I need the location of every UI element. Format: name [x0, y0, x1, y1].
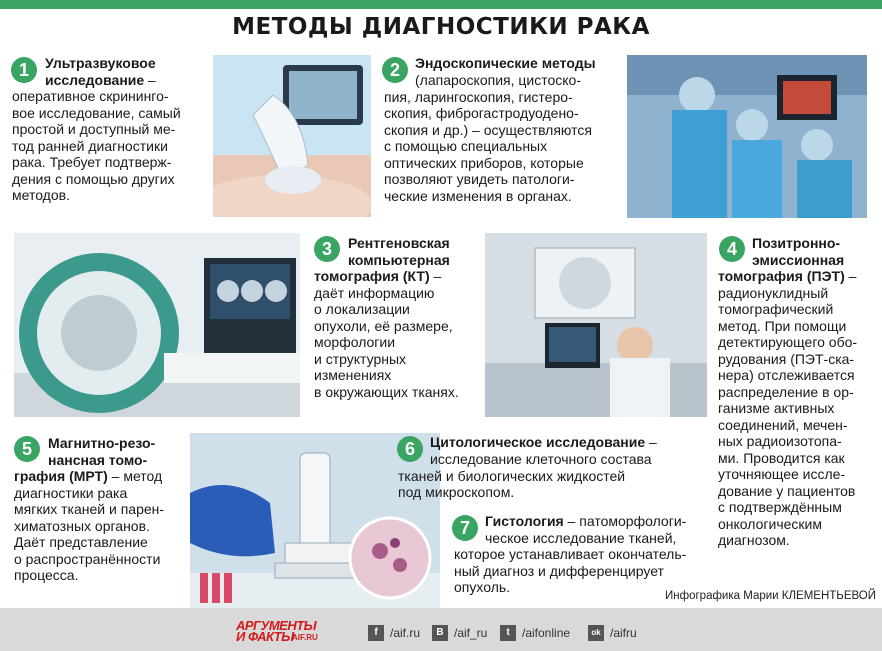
method-5-heading-line: графия (МРТ): [14, 468, 108, 484]
method-5-number: 5: [14, 436, 40, 462]
method-4-text-line: онкологическим: [718, 515, 822, 532]
method-4-text-line: нера) отслеживается: [718, 367, 855, 383]
method-5-text-line: – метод: [107, 468, 163, 484]
method-4-text-line: уточняющее иссле-: [718, 466, 846, 482]
social-link-facebook[interactable]: [368, 625, 420, 641]
social-label: /aifonline: [522, 626, 571, 640]
method-4-text-line: ных радиоизотопа-: [718, 433, 842, 449]
logo-line-2: И ФАКТЫ: [236, 629, 294, 644]
method-7-text-line: которое устанавливает окончатель-: [454, 546, 687, 562]
method-5-text-line: мягких тканей и парен-: [14, 501, 165, 517]
method-4-heading-line: Позитронно-: [752, 235, 841, 251]
method-4-text-line: детектирующего обо-: [718, 334, 858, 350]
method-1-text-line: методов.: [12, 187, 70, 203]
method-3-text-line: даёт информацию: [314, 284, 435, 301]
method-1-description: [12, 88, 181, 204]
method-2-heading-line: Эндоскопические методы: [415, 55, 596, 71]
method-7-heading-line: Гистология: [485, 513, 564, 529]
method-1-number: 1: [11, 57, 37, 83]
method-2-number: 2: [382, 57, 408, 83]
method-1-text-line: оперативное скрининго-: [12, 88, 169, 104]
ultrasound-photo: [213, 55, 371, 217]
method-7-histology: [485, 513, 686, 546]
method-1-text-line: вое исследование, самый: [12, 104, 181, 121]
method-5-description: [14, 468, 164, 584]
social-link-twitter[interactable]: [500, 625, 570, 641]
method-3-text-line: в окружающих тканях.: [314, 383, 459, 400]
method-2-text-line: (лапароскопия, цистоско-: [415, 72, 581, 88]
method-3-text-line: –: [429, 268, 442, 284]
odnoklassniki-icon: ok: [588, 625, 604, 641]
method-5-text-line: о распространённости: [14, 550, 161, 567]
facebook-icon: f: [368, 625, 384, 641]
infographic-credit: Инфографика Марии КЛЕМЕНТЬЕВОЙ: [665, 590, 876, 602]
ct-photo: [485, 233, 707, 417]
method-5-heading-line: нансная томо-: [48, 451, 148, 468]
method-3-ct: [348, 235, 450, 268]
method-1-text-line: –: [144, 71, 156, 88]
method-6-text-line: исследование клеточного состава: [430, 451, 652, 467]
method-5-mri: [48, 435, 155, 468]
method-2-text-line: скопия и др.) – осуществляются: [384, 121, 592, 138]
logo-line-1: АРГУМЕНТЫ: [236, 618, 317, 633]
method-4-heading-line: томография (ПЭТ): [718, 268, 845, 284]
method-4-description: [718, 268, 857, 549]
method-7-text-line: ный диагноз и дифференцирует: [454, 562, 664, 579]
method-3-text-line: о локализации: [314, 301, 410, 317]
method-2-text-line: с помощью специальных: [384, 138, 548, 154]
method-4-text-line: дование у пациентов: [718, 482, 856, 499]
logo-site: AIF.RU: [292, 633, 318, 642]
method-5-text-line: диагностики рака: [14, 484, 128, 501]
method-4-text-line: распределение в ор-: [718, 383, 854, 400]
method-2-endoscopy: [415, 55, 596, 72]
method-4-text-line: –: [844, 268, 857, 284]
social-link-odnoklassniki[interactable]: [588, 625, 637, 641]
method-6-cytology: [430, 434, 657, 451]
method-1-text-line: дения с помощью других: [12, 170, 175, 187]
method-7-number: 7: [452, 515, 478, 541]
aif-logo[interactable]: [236, 618, 356, 644]
vk-icon: B: [432, 625, 448, 641]
method-4-number: 4: [719, 236, 745, 262]
method-5-text-line: процесса.: [14, 567, 79, 583]
method-4-text-line: с подтверждённым: [718, 499, 842, 515]
method-1-heading-line: исследование: [45, 71, 145, 88]
twitter-icon: t: [500, 625, 516, 641]
method-2-text-line: скопия, фиброгастродуодено-: [384, 105, 579, 121]
page-title: МЕТОДЫ ДИАГНОСТИКИ РАКА: [232, 14, 650, 40]
method-3-heading-line: Рентгеновская: [348, 235, 450, 251]
mri-photo: [14, 233, 300, 417]
method-3-number: 3: [314, 236, 340, 262]
method-4-text-line: ганизме активных: [718, 400, 835, 416]
endoscopy-photo: [627, 55, 867, 218]
method-4-text-line: метод. При помощи: [718, 317, 847, 334]
method-3-text-line: и структурных: [314, 350, 407, 367]
method-4-text-line: радионуклидный: [718, 284, 829, 301]
method-6-number: 6: [397, 436, 423, 462]
method-3-text-line: морфологии: [314, 334, 396, 350]
method-3-text-line: опухоли, её размере,: [314, 317, 453, 334]
method-4-text-line: томографический: [718, 301, 834, 317]
method-4-heading-line: эмиссионная: [752, 251, 845, 268]
top-accent-bar: [0, 0, 882, 9]
method-4-text-line: ми. Проводится как: [718, 449, 845, 466]
method-3-text-line: изменениях: [314, 367, 392, 383]
method-2-description: [384, 72, 592, 204]
method-7-description: [454, 546, 686, 596]
method-2-text-line: оптических приборов, которые: [384, 154, 584, 171]
method-7-text-line: опухоль.: [454, 579, 511, 595]
method-6-description: [398, 451, 652, 501]
method-2-text-line: ческие изменения в органах.: [384, 187, 572, 204]
method-4-pet: [752, 235, 844, 268]
method-3-heading-line: томография (КТ): [314, 268, 430, 284]
social-label: /aif.ru: [390, 626, 421, 640]
method-4-text-line: соединений, мечен-: [718, 416, 848, 433]
method-1-heading-line: Ультразвуковое: [45, 55, 156, 71]
method-1-text-line: рака. Требует подтверж-: [12, 154, 172, 170]
social-label: /aifru: [610, 626, 637, 640]
method-1-ultrasound: [45, 55, 156, 88]
method-1-text-line: простой и доступный ме-: [12, 121, 176, 137]
method-1-text-line: тод ранней диагностики: [12, 137, 168, 154]
method-6-text-line: под микроскопом.: [398, 484, 515, 500]
social-link-vk[interactable]: [432, 625, 487, 641]
method-7-text-line: ческое исследование тканей,: [485, 529, 677, 546]
social-label: /aif_ru: [454, 626, 488, 640]
footer: [0, 608, 882, 651]
method-5-text-line: химатозных органов.: [14, 517, 150, 534]
method-4-text-line: диагнозом.: [718, 532, 790, 548]
method-4-text-line: рудования (ПЭТ-ска-: [718, 350, 855, 367]
method-3-heading-line: компьютерная: [348, 251, 450, 268]
method-2-text-line: пия, ларингоскопия, гистеро-: [384, 88, 573, 105]
method-5-text-line: Даёт представление: [14, 534, 148, 550]
method-6-text-line: –: [645, 434, 657, 450]
method-6-heading-line: Цитологическое исследование: [430, 434, 646, 450]
method-7-text-line: – патоморфологи-: [563, 513, 687, 529]
method-2-text-line: позволяют увидеть патологи-: [384, 171, 575, 187]
method-5-heading-line: Магнитно-резо-: [48, 435, 156, 451]
method-3-description: [314, 268, 459, 400]
method-6-text-line: тканей и биологических жидкостей: [398, 467, 626, 484]
